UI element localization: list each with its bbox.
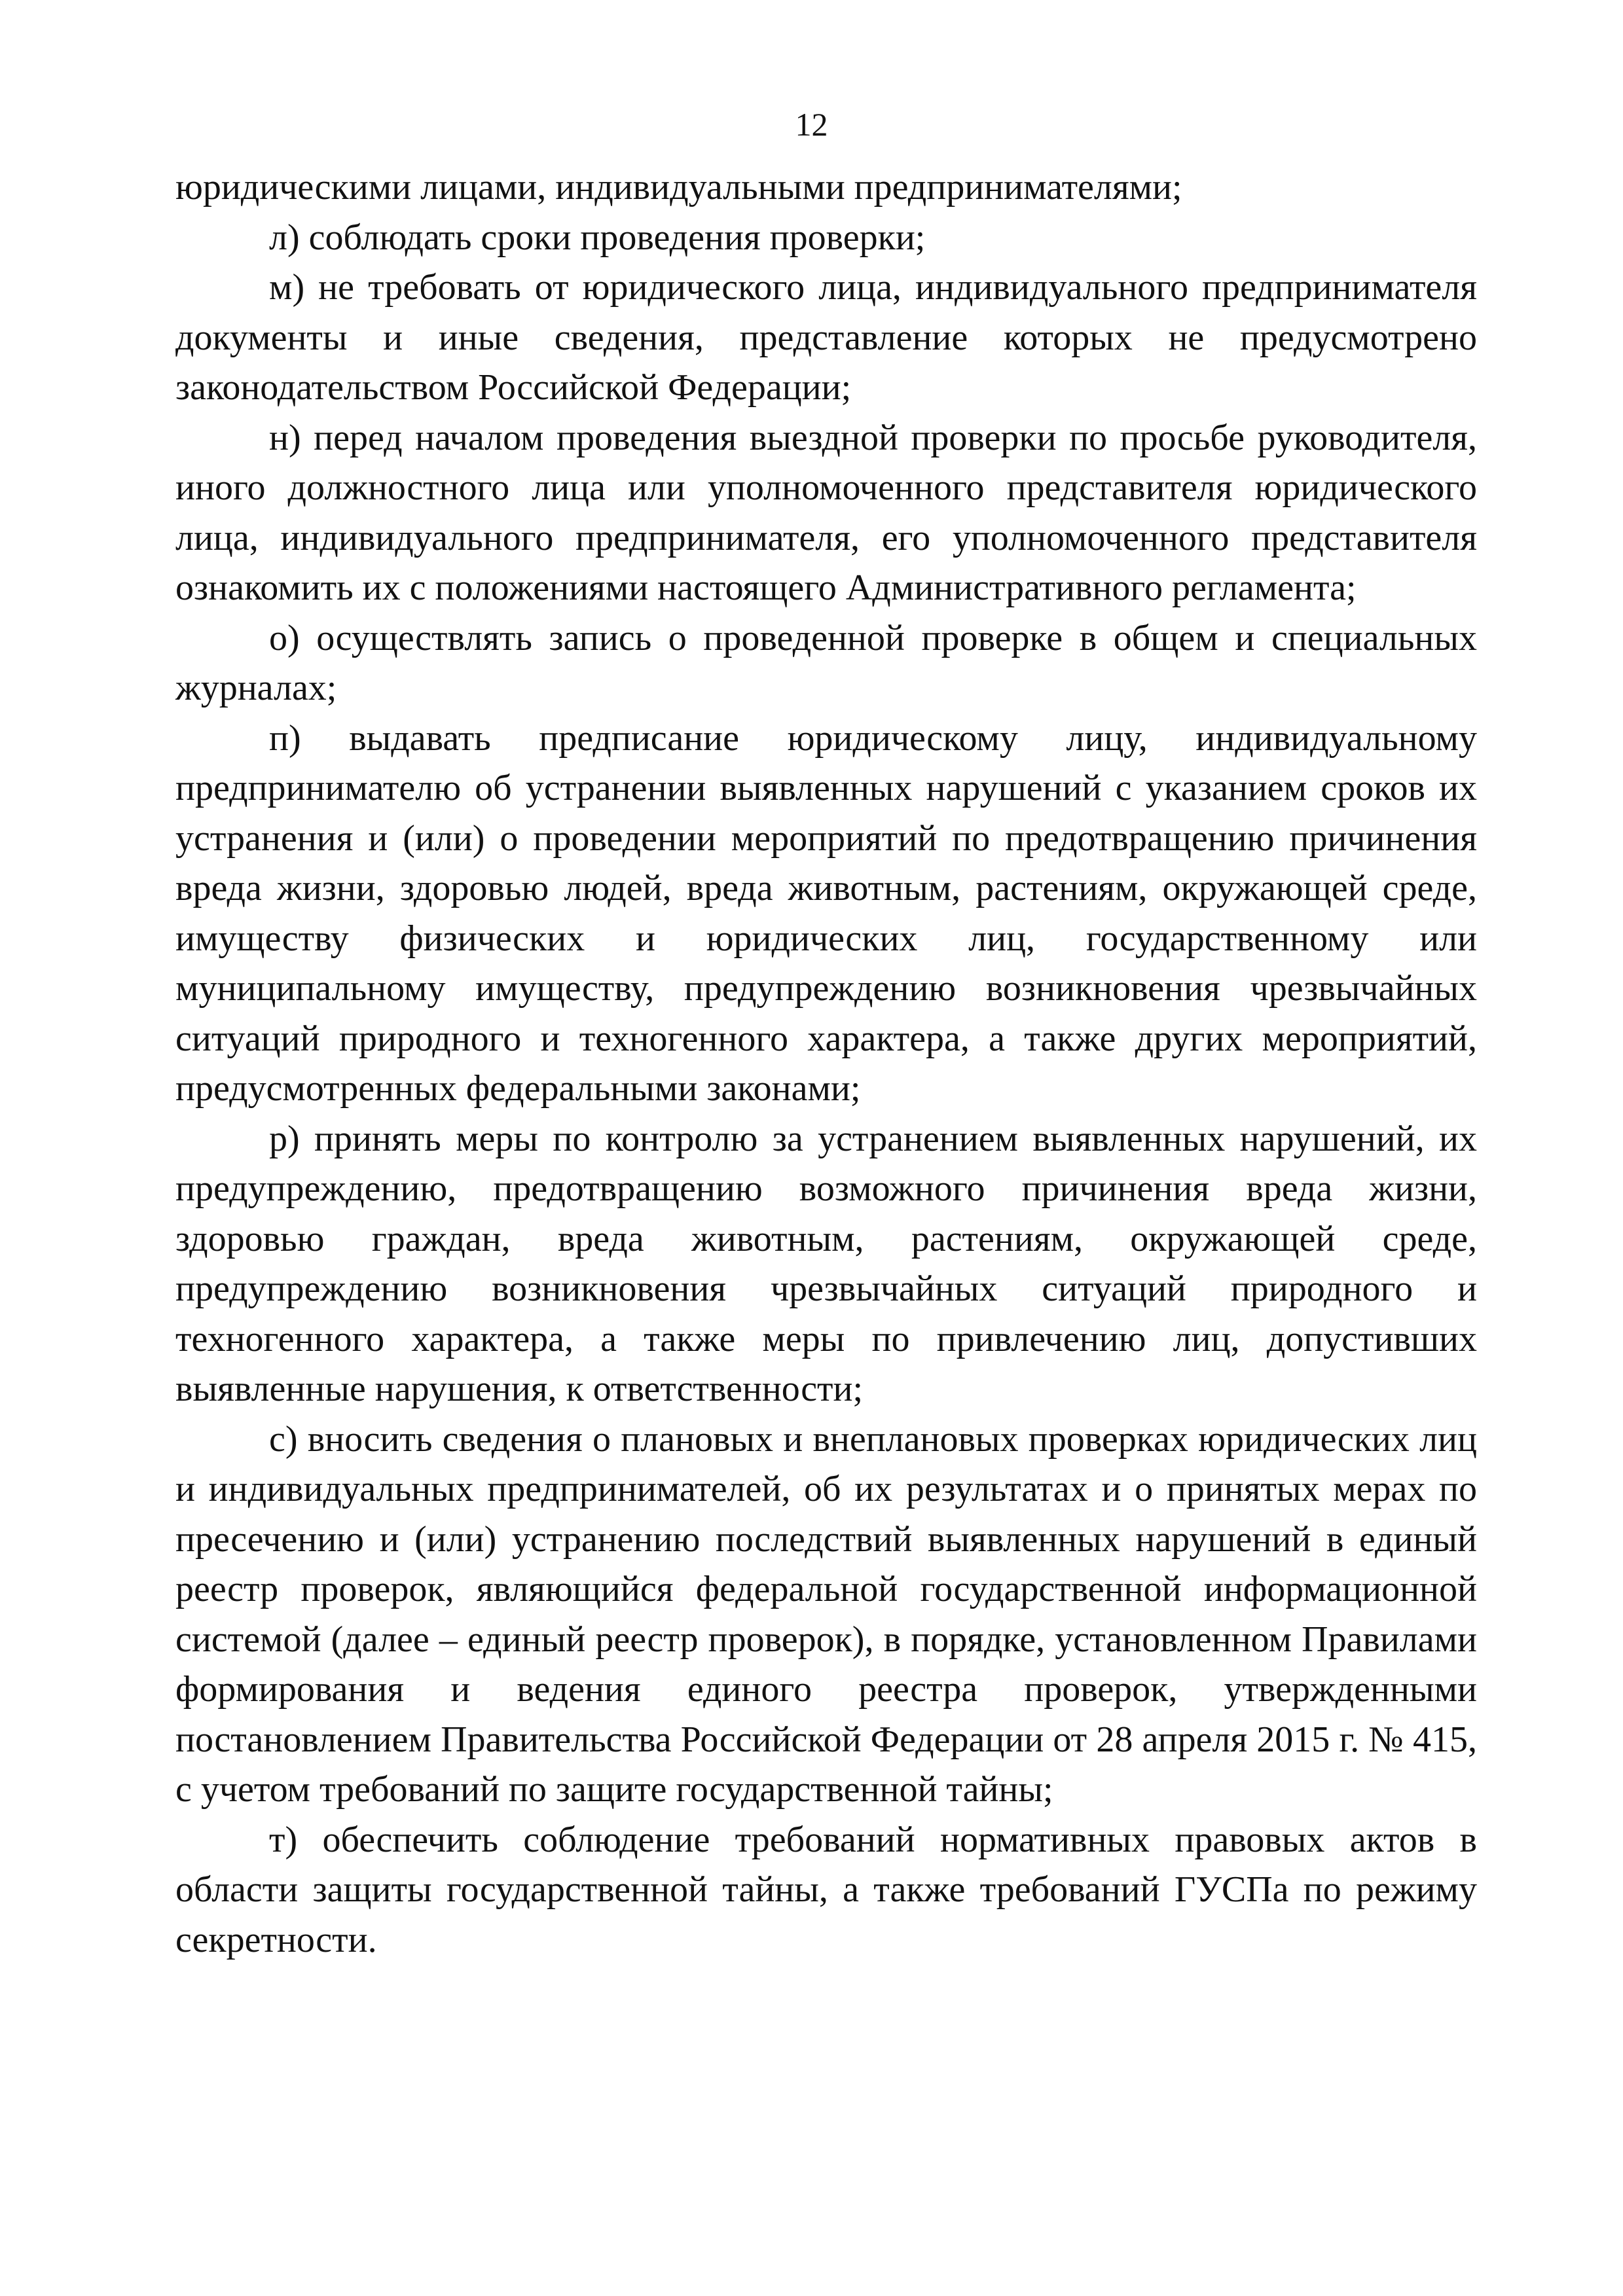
paragraph-item-o: о) осуществлять запись о проведенной проверке в общем и специальных журналах; [175, 617, 1477, 708]
page-number: 12 [795, 106, 828, 143]
paragraph-item-n: н) перед началом проведения выездной проверки по просьбе руководителя, иного должностного лица или уполномоченного представителя юридического лица, индивидуального предпринимателя, его уполномоченного представителя ознакомить их с положениями настоящего Административного регламента; [175, 417, 1477, 608]
paragraph-item-m: м) не требовать от юридического лица, индивидуального предпринимателя документы и иные сведения, представление которых не предусмотрено законодательством Российской Федерации; [175, 267, 1477, 408]
paragraph-item-t: т) обеспечить соблюдение требований нормативных правовых актов в области защиты государственной тайны, а также требований ГУСПа по режиму секретности. [175, 1819, 1477, 1960]
paragraph-item-s: с) вносить сведения о плановых и внеплановых проверках юридических лиц и индивидуальных предпринимателей, об их результатах и о принятых мерах по пресечению и (или) устранению последствий выявленных нарушений в единый реестр проверок, являющийся федеральной государственной информационной системой (далее – единый реестр проверок), в порядке, установленном Правилами формирования и ведения единого реестра проверок, утвержденными постановлением Правительства Российской Федерации от 28 апреля 2015 г. № 415, с учетом требований по защите государственной тайны; [175, 1418, 1477, 1810]
paragraph-item-l: л) соблюдать сроки проведения проверки; [269, 217, 926, 258]
paragraph-continuation: юридическими лицами, индивидуальными предпринимателями; [175, 167, 1182, 207]
document-body [175, 162, 1477, 1965]
paragraph-item-p: п) выдавать предписание юридическому лицу, индивидуальному предпринимателю об устранении выявленных нарушений с указанием сроков их устранения и (или) о проведении мероприятий по предотвращению причинения вреда жизни, здоровью людей, вреда животным, растениям, окружающей среде, имуществу физических и юридических лиц, государственному или муниципальному имуществу, предупреждению возникновения чрезвычайных ситуаций природного и техногенного характера, а также других мероприятий, предусмотренных федеральными законами; [175, 717, 1477, 1109]
paragraph-item-r: р) принять меры по контролю за устранением выявленных нарушений, их предупреждению, предотвращению возможного причинения вреда жизни, здоровью граждан, вреда животным, растениям, окружающей среде, предупреждению возникновения чрезвычайных ситуаций природного и техногенного характера, а также меры по привлечению лиц, допустивших выявленные нарушения, к ответственности; [175, 1118, 1477, 1409]
